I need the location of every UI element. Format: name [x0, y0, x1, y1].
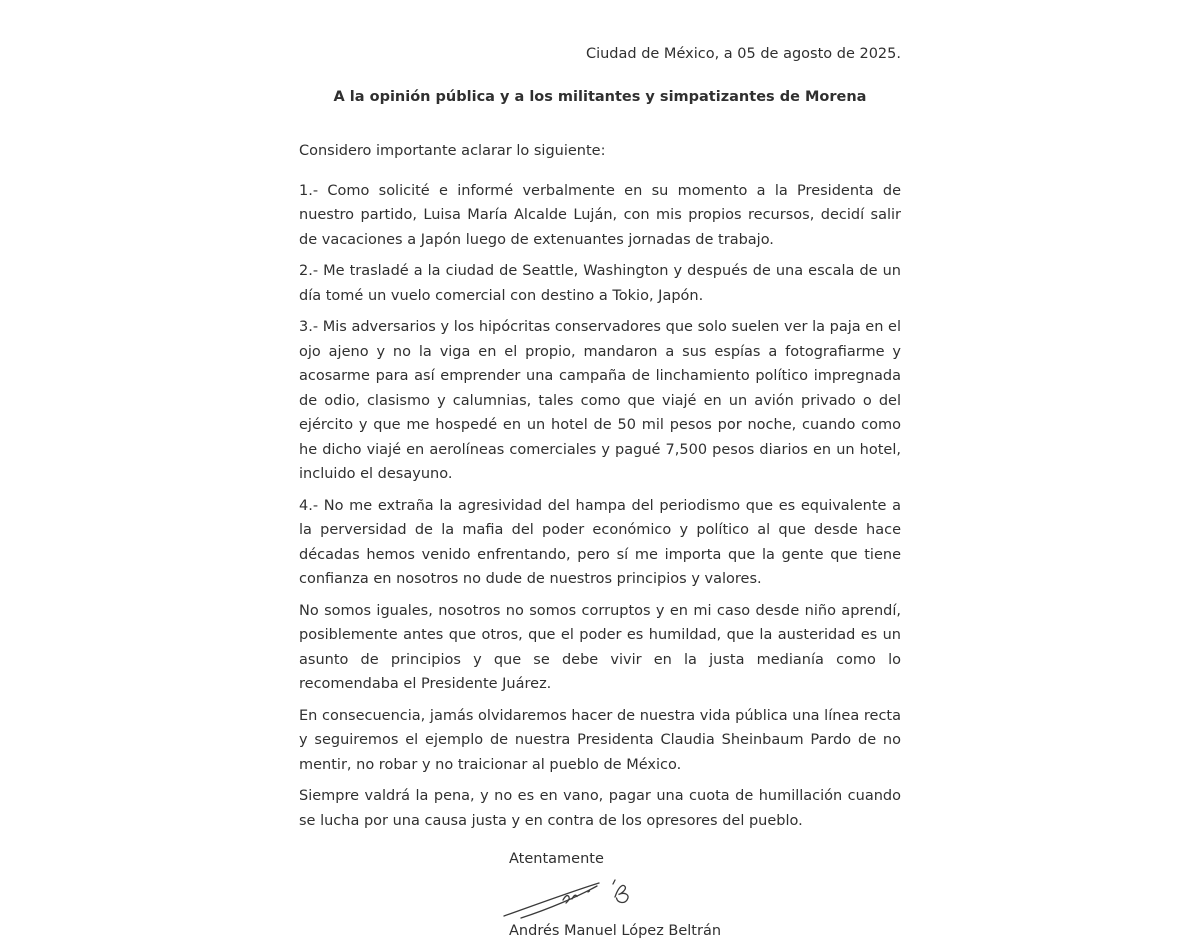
paragraph-3: 3.- Mis adversarios y los hipócritas conservadores que solo suelen ver la paja en el ojo ajeno y no la viga en el propio, mandaron a sus espías a fotografiarme y acosarme para así emprender una campaña de linchamiento político impregnada de odio, clasismo y calumnias, tales como que viajé en un avión privado o del ejército y que me hospedé en un hotel de 50 mil pesos por noche, cuando como he dicho viajé en aerolíneas comerciales y pagué 7,500 pesos diarios en un hotel, incluido el desayuno. — [299, 319, 901, 482]
signature-icon — [501, 874, 651, 920]
letter-heading: A la opinión pública y a los militantes y simpatizantes de Morena — [333, 89, 867, 105]
signature-scribble — [501, 874, 901, 920]
closing-salutation: Atentamente — [509, 851, 604, 867]
paragraph-2: 2.- Me trasladé a la ciudad de Seattle, Washington y después de una escala de un día tomé un vuelo comercial con destino a Tokio, Japón. — [299, 263, 901, 304]
paragraph-5: No somos iguales, nosotros no somos corruptos y en mi caso desde niño aprendí, posiblemente antes que otros, que el poder es humildad, que la austeridad es un asunto de principios y que se debe vivir en la justa medianía como lo recomendaba el Presidente Juárez. — [299, 602, 901, 692]
paragraph-4: 4.- No me extraña la agresividad del hampa del periodismo que es equivalente a la perversidad de la mafia del poder económico y político al que desde hace décadas hemos venido enfrentando, pero sí me importa que la gente que tiene confianza en nosotros no dude de nuestros principios y valores. — [299, 497, 901, 587]
paragraph-1: 1.- Como solicité e informé verbalmente en su momento a la Presidenta de nuestro partido, Luisa María Alcalde Luján, con mis propios recursos, decidí salir de vacaciones a Japón luego de extenuantes jornadas de trabajo. — [299, 182, 901, 248]
paragraph-7: Siempre valdrá la pena, y no es en vano, pagar una cuota de humillación cuando se lucha por una causa justa y en contra de los opresores del pueblo. — [299, 788, 901, 829]
intro-line: Considero importante aclarar lo siguiente: — [299, 143, 606, 159]
letter-document — [299, 0, 901, 940]
date-line: Ciudad de México, a 05 de agosto de 2025. — [585, 46, 901, 62]
signatory-name: Andrés Manuel López Beltrán — [509, 923, 722, 939]
paragraph-6: En consecuencia, jamás olvidaremos hacer de nuestra vida pública una línea recta y seguiremos el ejemplo de nuestra Presidenta Claudia Sheinbaum Pardo de no mentir, no robar y no traicionar al pueblo de México. — [299, 707, 901, 773]
closing-block — [509, 850, 901, 940]
